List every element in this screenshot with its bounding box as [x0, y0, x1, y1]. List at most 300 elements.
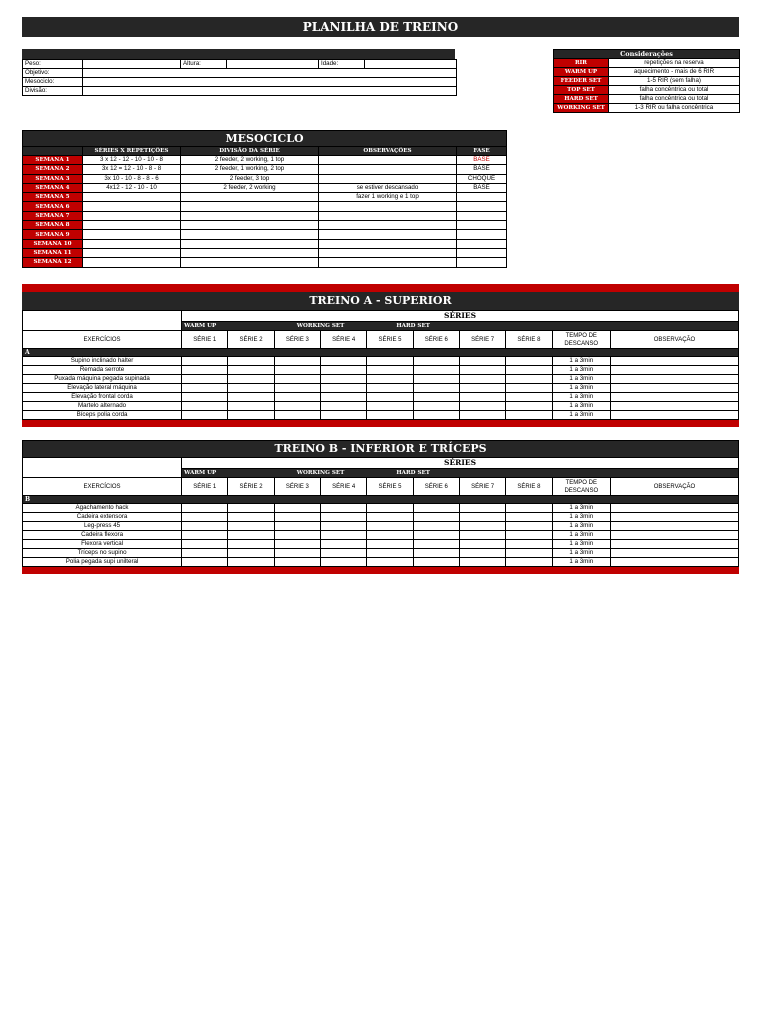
- consideracao-term: WORKING SET: [554, 104, 609, 113]
- altura-field[interactable]: [227, 60, 319, 69]
- treino-a-serie-cell[interactable]: [413, 393, 459, 402]
- divisao-cell[interactable]: [181, 258, 319, 267]
- fase-cell[interactable]: [457, 221, 507, 230]
- treino-a-serie-cell[interactable]: [182, 375, 228, 384]
- consideracoes-table: [553, 49, 740, 113]
- treino-a-serie-cell[interactable]: [459, 366, 505, 375]
- mesociclo-row: [23, 211, 507, 220]
- treino-a-serie-cell[interactable]: [413, 375, 459, 384]
- treino-a-serie-cell[interactable]: [228, 366, 274, 375]
- divisao-cell[interactable]: [181, 193, 319, 202]
- treino-a-serie-cell[interactable]: [321, 384, 367, 393]
- profile-table: [22, 59, 457, 96]
- treino-b-serie-cell[interactable]: [274, 549, 320, 558]
- series-cell[interactable]: 3x 12 = 12 - 10 - 8 - 8: [83, 165, 181, 174]
- treino-a-tempo-cell[interactable]: 1 a 3min: [552, 384, 610, 393]
- treino-a-observacao-cell[interactable]: [610, 357, 738, 366]
- treino-a-serie-cell[interactable]: [459, 393, 505, 402]
- divisao-cell[interactable]: [181, 221, 319, 230]
- treino-b-serie-cell[interactable]: [413, 540, 459, 549]
- treino-b-serie-cell[interactable]: [413, 522, 459, 531]
- treino-a-table: [22, 310, 739, 427]
- treino-b-section-letter: B: [23, 496, 739, 504]
- treino-b-tempo-cell[interactable]: 1 a 3min: [552, 522, 610, 531]
- treino-b-tempo-cell[interactable]: 1 a 3min: [552, 549, 610, 558]
- treino-a-serie-cell[interactable]: [367, 411, 413, 420]
- treino-b-serie-cell[interactable]: [228, 504, 274, 513]
- semana-label: SEMANA 10: [23, 239, 83, 248]
- mesociclo-title: MESOCICLO: [23, 131, 507, 147]
- series-cell[interactable]: [83, 230, 181, 239]
- treino-b-serie-cell[interactable]: [459, 522, 505, 531]
- fase-cell[interactable]: [457, 193, 507, 202]
- treino-a-serie-cell[interactable]: [228, 375, 274, 384]
- treino-b-serie-header: SÉRIE 8: [506, 478, 552, 496]
- treino-a-serie-cell[interactable]: [228, 411, 274, 420]
- mesociclo-row: [23, 174, 507, 183]
- treino-a-serie-cell[interactable]: [459, 375, 505, 384]
- treino-b-serie-header: SÉRIE 2: [228, 478, 274, 496]
- mesociclo-row: [23, 248, 507, 257]
- treino-a-exercise-name[interactable]: Remada serrote: [23, 366, 182, 375]
- treino-a-exercise-name[interactable]: Martelo alternado: [23, 402, 182, 411]
- treino-a-serie-cell[interactable]: [182, 384, 228, 393]
- series-cell[interactable]: [83, 202, 181, 211]
- treino-a-observacao-header: OBSERVAÇÃO: [610, 331, 738, 349]
- divisao-field[interactable]: [83, 87, 457, 96]
- treino-a-exercise-row: [23, 366, 739, 375]
- treino-b-serie-cell[interactable]: [182, 504, 228, 513]
- treino-a-serie-cell[interactable]: [228, 384, 274, 393]
- treino-b-serie-cell[interactable]: [228, 531, 274, 540]
- treino-a-observacao-cell[interactable]: [610, 393, 738, 402]
- divisao-cell[interactable]: 2 feeder, 2 working: [181, 183, 319, 192]
- fase-cell[interactable]: [457, 258, 507, 267]
- treino-b-serie-cell[interactable]: [274, 558, 320, 567]
- treino-b-serie-cell[interactable]: [182, 522, 228, 531]
- treino-a-section-letter: A: [23, 349, 739, 357]
- treino-a-observacao-cell[interactable]: [610, 375, 738, 384]
- series-cell[interactable]: [83, 239, 181, 248]
- treino-a-exercise-name[interactable]: Elevação lateral máquina: [23, 384, 182, 393]
- series-cell[interactable]: [83, 193, 181, 202]
- treino-a-serie-cell[interactable]: [228, 402, 274, 411]
- treino-a-title-bar: [22, 292, 739, 310]
- divisao-cell[interactable]: 2 feeder, 1 working, 2 top: [181, 165, 319, 174]
- semana-label: SEMANA 5: [23, 193, 83, 202]
- treino-b-serie-cell[interactable]: [321, 531, 367, 540]
- treino-a-serie-cell[interactable]: [321, 375, 367, 384]
- treino-b-serie-cell[interactable]: [367, 513, 413, 522]
- observacoes-cell[interactable]: fazer 1 working e 1 top: [319, 193, 457, 202]
- treino-a-serie-cell[interactable]: [413, 357, 459, 366]
- treino-b-warm-up-label: WARM UP: [182, 469, 228, 478]
- treino-a-tempo-cell[interactable]: 1 a 3min: [552, 366, 610, 375]
- divisao-cell[interactable]: [181, 211, 319, 220]
- treino-a-series-header: SÉRIES: [182, 311, 739, 322]
- series-cell[interactable]: 3 x 12 - 12 - 10 - 10 - 8: [83, 156, 181, 165]
- consideracao-desc: repetições na reserva: [609, 59, 740, 68]
- treino-b-series-header: SÉRIES: [182, 458, 739, 469]
- treino-b-serie-cell[interactable]: [367, 558, 413, 567]
- treino-b-serie-cell[interactable]: [228, 522, 274, 531]
- fase-cell[interactable]: BASE: [457, 183, 507, 192]
- idade-label: Idade:: [319, 60, 365, 69]
- treino-b-serie-cell[interactable]: [321, 522, 367, 531]
- treino-a-serie-cell[interactable]: [274, 384, 320, 393]
- treino-b-serie-cell[interactable]: [506, 522, 552, 531]
- treino-a-spacer-1: [228, 322, 274, 331]
- treino-a-serie-cell[interactable]: [413, 366, 459, 375]
- treino-b-serie-cell[interactable]: [459, 549, 505, 558]
- consideracao-desc: falha concêntrica ou total: [609, 95, 740, 104]
- treino-a-serie-cell[interactable]: [321, 357, 367, 366]
- mesociclo-header-divisao: DIVISÃO DA SÉRIE: [181, 147, 319, 156]
- treino-a-serie-cell[interactable]: [321, 366, 367, 375]
- consideracao-row: [554, 86, 740, 95]
- treino-a-exercicios-header: EXERCÍCIOS: [23, 331, 182, 349]
- fase-cell[interactable]: [457, 202, 507, 211]
- treino-a-serie-cell[interactable]: [367, 402, 413, 411]
- mesociclo-row: [23, 239, 507, 248]
- treino-a-serie-cell[interactable]: [274, 357, 320, 366]
- treino-b-serie-cell[interactable]: [506, 504, 552, 513]
- treino-b-serie-header: SÉRIE 4: [321, 478, 367, 496]
- treino-b-serie-cell[interactable]: [413, 513, 459, 522]
- treino-a-tempo-cell[interactable]: 1 a 3min: [552, 393, 610, 402]
- mesociclo-header-fase: FASE: [457, 147, 507, 156]
- mesociclo-row: [23, 193, 507, 202]
- treino-b-serie-cell[interactable]: [228, 558, 274, 567]
- treino-a-serie-header: SÉRIE 8: [506, 331, 552, 349]
- divisao-cell[interactable]: 2 feeder, 2 working, 1 top: [181, 156, 319, 165]
- treino-a-serie-header: SÉRIE 2: [228, 331, 274, 349]
- observacoes-cell[interactable]: [319, 165, 457, 174]
- treino-b-exercise-name[interactable]: Polia pegada supi unilteral: [23, 558, 182, 567]
- treino-b-serie-cell[interactable]: [367, 504, 413, 513]
- consideracao-desc: 1-5 RIR (sem falha): [609, 77, 740, 86]
- treino-b-serie-cell[interactable]: [459, 531, 505, 540]
- treino-a-top-band: [22, 284, 739, 292]
- treino-b-serie-cell[interactable]: [413, 504, 459, 513]
- treino-a-serie-cell[interactable]: [228, 357, 274, 366]
- treino-a-serie-cell[interactable]: [367, 375, 413, 384]
- treino-b-serie-header: SÉRIE 7: [459, 478, 505, 496]
- treino-a-tempo-cell[interactable]: 1 a 3min: [552, 411, 610, 420]
- divisao-cell[interactable]: [181, 248, 319, 257]
- treino-a-serie-cell[interactable]: [459, 357, 505, 366]
- treino-b-serie-cell[interactable]: [459, 504, 505, 513]
- treino-b-exercise-name[interactable]: Flexora vertical: [23, 540, 182, 549]
- treino-a-serie-cell[interactable]: [506, 357, 552, 366]
- treino-b-exercise-row: [23, 540, 739, 549]
- treino-a-serie-cell[interactable]: [413, 411, 459, 420]
- treino-b-observacao-cell[interactable]: [610, 522, 738, 531]
- peso-label: Peso:: [23, 60, 83, 69]
- treino-a-serie-cell[interactable]: [182, 366, 228, 375]
- treino-a-serie-cell[interactable]: [274, 366, 320, 375]
- treino-b-observacao-cell[interactable]: [610, 549, 738, 558]
- treino-b-serie-cell[interactable]: [506, 549, 552, 558]
- observacoes-cell[interactable]: [319, 156, 457, 165]
- treino-b-serie-cell[interactable]: [367, 540, 413, 549]
- mesociclo-row: [23, 221, 507, 230]
- treino-b-serie-cell[interactable]: [182, 540, 228, 549]
- observacoes-cell[interactable]: [319, 258, 457, 267]
- treino-b-exercise-row: [23, 531, 739, 540]
- treino-b-serie-header: SÉRIE 6: [413, 478, 459, 496]
- treino-b-exercicios-header: EXERCÍCIOS: [23, 478, 182, 496]
- treino-b-serie-cell[interactable]: [321, 549, 367, 558]
- treino-a-serie-cell[interactable]: [367, 384, 413, 393]
- treino-a-serie-cell[interactable]: [182, 402, 228, 411]
- treino-b-exercise-row: [23, 522, 739, 531]
- treino-a-exercise-name[interactable]: Puxada máquina pegada supinada: [23, 375, 182, 384]
- treino-a-serie-cell[interactable]: [506, 375, 552, 384]
- treino-b-serie-cell[interactable]: [182, 513, 228, 522]
- observacoes-cell[interactable]: [319, 239, 457, 248]
- treino-b-serie-cell[interactable]: [367, 522, 413, 531]
- treino-b-exercise-name[interactable]: Cadeira flexora: [23, 531, 182, 540]
- treino-b-observacao-cell[interactable]: [610, 558, 738, 567]
- treino-a-tempo-cell[interactable]: 1 a 3min: [552, 375, 610, 384]
- treino-b-serie-cell[interactable]: [274, 540, 320, 549]
- treino-a-observacao-cell[interactable]: [610, 366, 738, 375]
- treino-b-serie-cell[interactable]: [506, 513, 552, 522]
- divisao-cell[interactable]: [181, 230, 319, 239]
- treino-a-exercise-name[interactable]: Supino inclinado halter: [23, 357, 182, 366]
- treino-b-serie-cell[interactable]: [506, 540, 552, 549]
- semana-label: SEMANA 8: [23, 221, 83, 230]
- treino-a-tempo-header: [552, 331, 610, 349]
- treino-a-serie-cell[interactable]: [274, 402, 320, 411]
- semana-label: SEMANA 11: [23, 248, 83, 257]
- treino-b-serie-cell[interactable]: [459, 558, 505, 567]
- treino-a-tempo-cell[interactable]: 1 a 3min: [552, 402, 610, 411]
- treino-a-hard-set-label: HARD SET: [367, 322, 460, 331]
- treino-b-working-set-label: WORKING SET: [274, 469, 367, 478]
- treino-b-exercise-name[interactable]: Leg-press 45: [23, 522, 182, 531]
- treino-a-serie-cell[interactable]: [274, 411, 320, 420]
- treino-a-serie-cell[interactable]: [321, 402, 367, 411]
- treino-b-serie-cell[interactable]: [367, 549, 413, 558]
- treino-a-observacao-cell[interactable]: [610, 411, 738, 420]
- series-cell[interactable]: [83, 258, 181, 267]
- treino-b-serie-cell[interactable]: [274, 504, 320, 513]
- treino-b-serie-header: SÉRIE 3: [274, 478, 320, 496]
- treino-b-tempo-line-1: TEMPO DE: [565, 479, 597, 486]
- treino-b-serie-cell[interactable]: [321, 540, 367, 549]
- objetivo-field[interactable]: [83, 69, 457, 78]
- treino-a-serie-cell[interactable]: [506, 366, 552, 375]
- fase-cell[interactable]: [457, 211, 507, 220]
- treino-b-hard-set-label: HARD SET: [367, 469, 460, 478]
- treino-b-tempo-cell[interactable]: 1 a 3min: [552, 504, 610, 513]
- semana-label: SEMANA 2: [23, 165, 83, 174]
- treino-a-serie-cell[interactable]: [367, 357, 413, 366]
- treino-b-exercise-row: [23, 558, 739, 567]
- treino-b-serie-cell[interactable]: [459, 540, 505, 549]
- treino-a-serie-header: SÉRIE 5: [367, 331, 413, 349]
- treino-b-serie-cell[interactable]: [413, 558, 459, 567]
- treino-b-table: [22, 440, 739, 574]
- series-cell[interactable]: [83, 248, 181, 257]
- treino-a-serie-cell[interactable]: [228, 393, 274, 402]
- fase-cell[interactable]: [457, 248, 507, 257]
- treino-a-serie-header: SÉRIE 1: [182, 331, 228, 349]
- observacoes-cell[interactable]: [319, 248, 457, 257]
- treino-b-observacao-cell[interactable]: [610, 513, 738, 522]
- treino-b-observacao-cell[interactable]: [610, 504, 738, 513]
- mesociclo-label: Mesociclo:: [23, 78, 83, 87]
- mesociclo-row: [23, 165, 507, 174]
- treino-b-observacao-cell[interactable]: [610, 531, 738, 540]
- treino-b-serie-cell[interactable]: [274, 522, 320, 531]
- page-title: PLANILHA DE TREINO: [302, 20, 459, 34]
- series-cell[interactable]: [83, 211, 181, 220]
- treino-a-exercise-row: [23, 357, 739, 366]
- series-cell[interactable]: [83, 221, 181, 230]
- treino-b-serie-cell[interactable]: [274, 513, 320, 522]
- treino-a-serie-cell[interactable]: [274, 375, 320, 384]
- fase-cell[interactable]: [457, 239, 507, 248]
- treino-b-tempo-cell[interactable]: 1 a 3min: [552, 540, 610, 549]
- treino-a-observacao-cell[interactable]: [610, 402, 738, 411]
- consideracao-term: FEEDER SET: [554, 77, 609, 86]
- treino-a-serie-cell[interactable]: [182, 357, 228, 366]
- treino-a-serie-header: SÉRIE 4: [321, 331, 367, 349]
- treino-b-spacer-1: [228, 469, 274, 478]
- fase-cell[interactable]: CHOQUE: [457, 174, 507, 183]
- treino-a-serie-cell[interactable]: [459, 402, 505, 411]
- observacoes-cell[interactable]: [319, 174, 457, 183]
- treino-a-serie-cell[interactable]: [321, 411, 367, 420]
- consideracao-desc: falha concêntrica ou total: [609, 86, 740, 95]
- treino-b-tempo-cell[interactable]: 1 a 3min: [552, 558, 610, 567]
- consideracoes-header: Considerações: [554, 50, 740, 59]
- treino-a-exercise-name[interactable]: Elevação frontal corda: [23, 393, 182, 402]
- treino-b-serie-cell[interactable]: [274, 531, 320, 540]
- page-title-bar: [22, 17, 739, 37]
- mesociclo-header-series: SÉRIES X REPETIÇÕES: [83, 147, 181, 156]
- treino-a-serie-cell[interactable]: [506, 393, 552, 402]
- treino-b-exercise-row: [23, 549, 739, 558]
- treino-b-serie-cell[interactable]: [459, 513, 505, 522]
- fase-cell[interactable]: [457, 230, 507, 239]
- treino-b-serie-cell[interactable]: [506, 531, 552, 540]
- treino-b-serie-cell[interactable]: [182, 558, 228, 567]
- treino-b-serie-cell[interactable]: [228, 549, 274, 558]
- mesociclo-row: [23, 183, 507, 192]
- treino-a-tempo-cell[interactable]: 1 a 3min: [552, 357, 610, 366]
- treino-b-serie-cell[interactable]: [321, 513, 367, 522]
- divisao-cell[interactable]: [181, 239, 319, 248]
- peso-field[interactable]: [83, 60, 181, 69]
- consideracao-term: RIR: [554, 59, 609, 68]
- objetivo-label: Objetivo:: [23, 69, 83, 78]
- treino-b-serie-cell[interactable]: [506, 558, 552, 567]
- treino-a-serie-cell[interactable]: [413, 402, 459, 411]
- treino-a-serie-cell[interactable]: [274, 393, 320, 402]
- treino-a-exercise-row: [23, 402, 739, 411]
- treino-a-warm-up-label: WARM UP: [182, 322, 228, 331]
- treino-b-serie-cell[interactable]: [182, 549, 228, 558]
- treino-b-observacao-cell[interactable]: [610, 540, 738, 549]
- treino-b-serie-cell[interactable]: [321, 558, 367, 567]
- treino-a-serie-cell[interactable]: [506, 402, 552, 411]
- treino-b-serie-cell[interactable]: [321, 504, 367, 513]
- mesociclo-row: [23, 202, 507, 211]
- treino-a-serie-cell[interactable]: [459, 384, 505, 393]
- consideracao-desc: 1-3 RIR ou falha concêntrica: [609, 104, 740, 113]
- observacoes-cell[interactable]: [319, 230, 457, 239]
- treino-b-serie-cell[interactable]: [367, 531, 413, 540]
- mesociclo-field[interactable]: [83, 78, 457, 87]
- treino-a-serie-cell[interactable]: [506, 384, 552, 393]
- treino-a-serie-cell[interactable]: [182, 393, 228, 402]
- treino-a-serie-cell[interactable]: [413, 384, 459, 393]
- divisao-cell[interactable]: [181, 202, 319, 211]
- treino-b-serie-cell[interactable]: [413, 531, 459, 540]
- semana-label: SEMANA 4: [23, 183, 83, 192]
- treino-a-serie-cell[interactable]: [182, 411, 228, 420]
- treino-b-serie-cell[interactable]: [413, 549, 459, 558]
- treino-b-exercise-name[interactable]: Agachamento hack: [23, 504, 182, 513]
- divisao-cell[interactable]: 2 feeder, 3 top: [181, 174, 319, 183]
- treino-a-exercise-name[interactable]: Bíceps polia corda: [23, 411, 182, 420]
- consideracao-row: [554, 59, 740, 68]
- observacoes-cell[interactable]: se estiver descansado: [319, 183, 457, 192]
- treino-b-serie-cell[interactable]: [228, 540, 274, 549]
- treino-a-serie-cell[interactable]: [459, 411, 505, 420]
- treino-a-serie-cell[interactable]: [367, 366, 413, 375]
- treino-b-tempo-cell[interactable]: 1 a 3min: [552, 513, 610, 522]
- semana-label: SEMANA 12: [23, 258, 83, 267]
- treino-a-serie-cell[interactable]: [506, 411, 552, 420]
- treino-a-spacer-2: [459, 322, 738, 331]
- semana-label: SEMANA 1: [23, 156, 83, 165]
- treino-b-tempo-cell[interactable]: 1 a 3min: [552, 531, 610, 540]
- treino-a-observacao-cell[interactable]: [610, 384, 738, 393]
- treino-b-observacao-header: OBSERVAÇÃO: [610, 478, 738, 496]
- consideracao-desc: aquecimento - mais de 6 RIR: [609, 68, 740, 77]
- treino-b-serie-header: SÉRIE 5: [367, 478, 413, 496]
- fase-cell[interactable]: BASE: [457, 156, 507, 165]
- divisao-label: Divisão:: [23, 87, 83, 96]
- observacoes-cell[interactable]: [319, 202, 457, 211]
- treino-a-serie-cell[interactable]: [367, 393, 413, 402]
- observacoes-cell[interactable]: [319, 221, 457, 230]
- treino-b-exercise-name[interactable]: Tríceps no supino: [23, 549, 182, 558]
- observacoes-cell[interactable]: [319, 211, 457, 220]
- consideracao-term: WARM UP: [554, 68, 609, 77]
- series-cell[interactable]: 4x12 - 12 - 10 - 10: [83, 183, 181, 192]
- treino-b-serie-cell[interactable]: [228, 513, 274, 522]
- treino-b-serie-header: SÉRIE 1: [182, 478, 228, 496]
- treino-b-exercise-name[interactable]: Cadeira extensora: [23, 513, 182, 522]
- idade-field[interactable]: [365, 60, 457, 69]
- treino-b-serie-cell[interactable]: [182, 531, 228, 540]
- treino-b-title: TREINO B - INFERIOR E TRÍCEPS: [23, 441, 739, 458]
- consideracao-row: [554, 95, 740, 104]
- mesociclo-header-observacoes: OBSERVAÇÕES: [319, 147, 457, 156]
- treino-a-serie-header: SÉRIE 3: [274, 331, 320, 349]
- fase-cell[interactable]: BASE: [457, 165, 507, 174]
- mesociclo-row: [23, 258, 507, 267]
- series-cell[interactable]: 3x 10 - 10 - 8 - 8 - 6: [83, 174, 181, 183]
- treino-a-serie-cell[interactable]: [321, 393, 367, 402]
- treino-a-serie-header: SÉRIE 7: [459, 331, 505, 349]
